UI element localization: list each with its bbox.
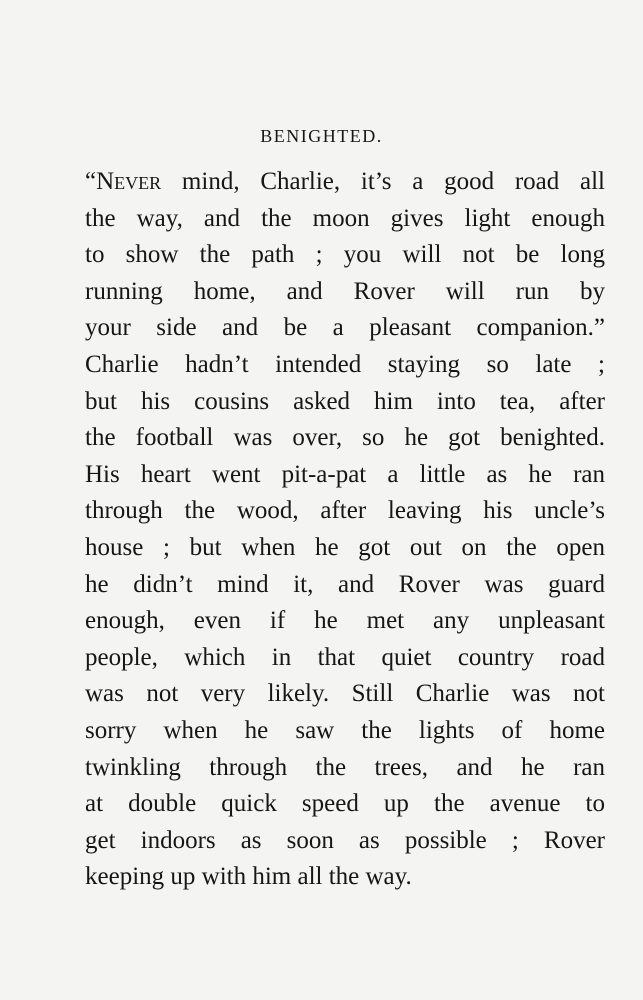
- page-heading: BENIGHTED.: [260, 126, 383, 146]
- text-line: house ; but when he got out on the open: [85, 533, 605, 561]
- text-line: the way, and the moon gives light enough: [85, 204, 605, 232]
- text-line: was not very likely. Still Charlie was not: [85, 680, 605, 708]
- text-line: to show the path ; you will not be long: [85, 241, 605, 269]
- text-line: His heart went pit-a-pat a little as he ran: [85, 460, 605, 488]
- opening-word: Never: [96, 168, 162, 195]
- text-line: through the wood, after leaving his uncle’s: [85, 497, 605, 525]
- text-line: your side and be a pleasant companion.”: [85, 314, 605, 342]
- text-line: the football was over, so he got benighted.: [85, 424, 605, 452]
- text-line: at double quick speed up the avenue to: [85, 790, 605, 818]
- text-line: people, which in that quiet country road: [85, 643, 605, 671]
- text-line: [85, 164, 605, 201]
- text-line: but his cousins asked him into tea, after: [85, 387, 605, 415]
- text-line: running home, and Rover will run by: [85, 277, 605, 305]
- text-line: get indoors as soon as possible ; Rover: [85, 826, 605, 854]
- opening-quote: “: [85, 168, 97, 195]
- text-line: sorry when he saw the lights of home: [85, 716, 605, 744]
- story-paragraph: [85, 164, 605, 896]
- text-line-last: keeping up with him all the way.: [85, 863, 412, 891]
- text-line: he didn’t mind it, and Rover was guard: [85, 570, 605, 598]
- text-line: Charlie hadn’t intended staying so late ;: [85, 350, 605, 378]
- text-line: enough, even if he met any unpleasant: [85, 607, 605, 635]
- opening-rest: mind, Charlie, it’s a good road all: [161, 168, 605, 195]
- text-line: twinkling through the trees, and he ran: [85, 753, 605, 781]
